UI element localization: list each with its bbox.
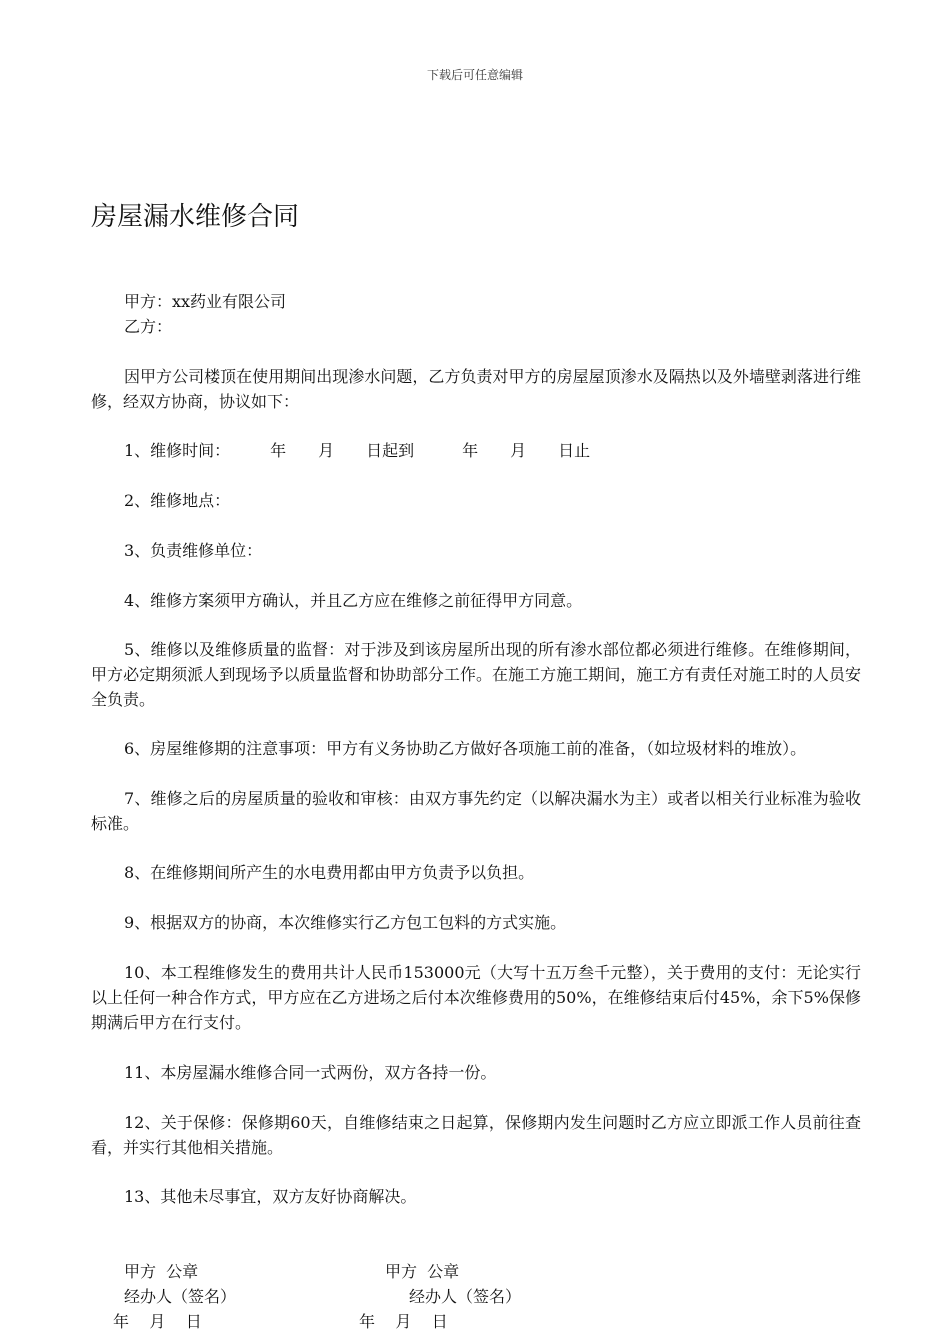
right-agent-label: 经办人（签名）: [409, 1287, 522, 1306]
clause-4: 4、维修方案须甲方确认，并且乙方应在维修之前征得甲方同意。: [124, 591, 583, 610]
clause-2: 2、维修地点：: [124, 491, 231, 510]
clause-6: 6、房屋维修期的注意事项：甲方有义务协助乙方做好各项施工前的准备，（如垃圾材料的堆放）。: [124, 739, 807, 758]
intro-paragraph: 因甲方公司楼顶在使用期间出现渗水问题，乙方负责对甲方的房屋屋顶渗水及隔热以及外墙壁剥落进行维修，经双方协商，协议如下：: [91, 367, 861, 411]
clause-10: 10、本工程维修发生的费用共计人民币153000元（大写十五万叁千元整），关于费用的支付：无论实行以上任何一种合作方式，甲方应在乙方进场之后付本次维修费用的50%，在维修结束后付45%，余下5%保修期满后甲方在行支付。: [91, 963, 861, 1032]
document-title: 房屋漏水维修合同: [91, 202, 300, 232]
left-date-label: 年 月 日: [113, 1312, 202, 1331]
clause-13: 13、其他未尽事宜，双方友好协商解决。: [124, 1187, 417, 1206]
clause-5: 5、维修以及维修质量的监督：对于涉及到该房屋所出现的所有渗水部位都必须进行维修。在维修期间，甲方必定期须派人到现场予以质量监督和协助部分工作。在施工方施工期间，施工方有责任对施工时的人员安全负责。: [91, 640, 861, 709]
clause-9: 9、根据双方的协商，本次维修实行乙方包工包料的方式实施。: [124, 913, 567, 932]
clause-11: 11、本房屋漏水维修合同一式两份，双方各持一份。: [124, 1063, 497, 1082]
clause-12: 12、关于保修：保修期60天，自维修结束之日起算，保修期内发生问题时乙方应立即派工作人员前往查看，并实行其他相关措施。: [91, 1113, 861, 1157]
party-b-line: 乙方：: [124, 317, 173, 336]
left-seal-label: 甲方 公章: [124, 1262, 199, 1281]
right-seal-label: 甲方 公章: [385, 1262, 460, 1281]
clause-8: 8、在维修期间所产生的水电费用都由甲方负责予以负担。: [124, 863, 535, 882]
left-agent-label: 经办人（签名）: [124, 1287, 237, 1306]
right-date-label: 年 月 日: [359, 1312, 448, 1331]
clause-1: 1、维修时间： 年 月 日起到 年 月 日止: [124, 441, 591, 460]
clause-3: 3、负责维修单位：: [124, 541, 263, 560]
clause-7: 7、维修之后的房屋质量的验收和审核：由双方事先约定（以解决漏水为主）或者以相关行业标准为验收标准。: [91, 789, 861, 833]
page-header: 下载后可任意编辑: [426, 68, 523, 82]
party-a-line: 甲方：xx药业有限公司: [124, 292, 287, 311]
